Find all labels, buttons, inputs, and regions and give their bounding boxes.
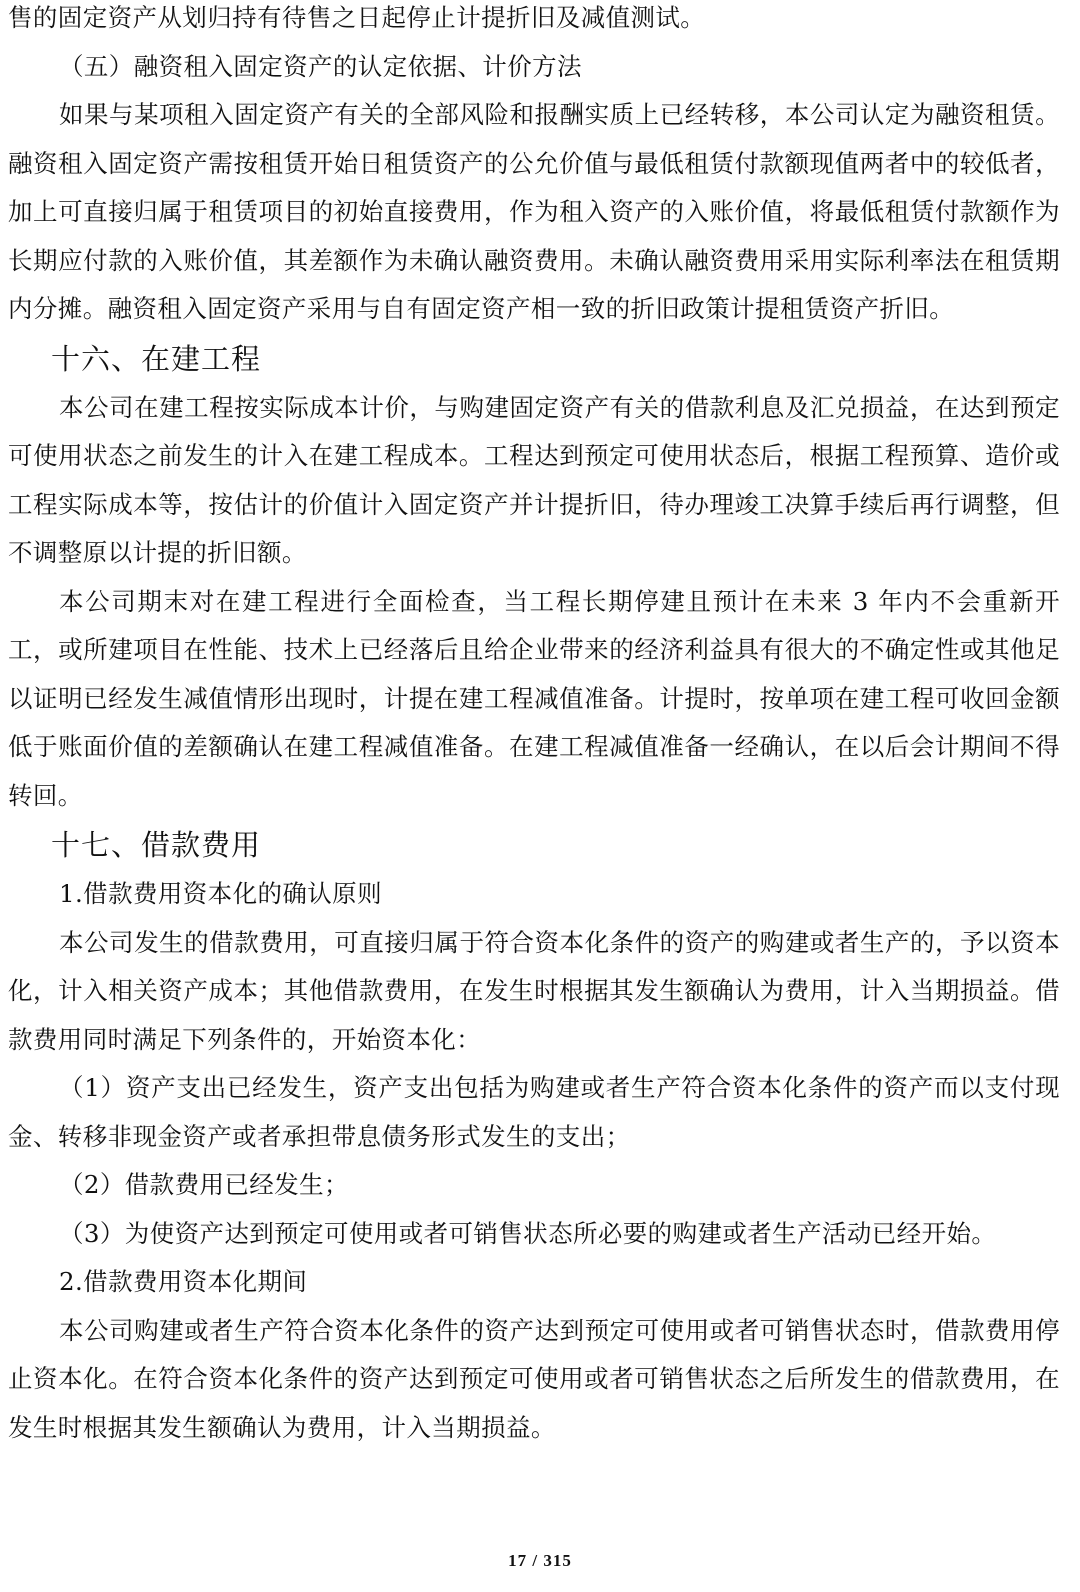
- list-item-condition-3: （3）为使资产达到预定可使用或者可销售状态所必要的购建或者生产活动已经开始。: [59, 1218, 997, 1248]
- list-item-condition-1: （1）资产支出已经发生，资产支出包括为购建或者生产符合资本化条件的资产而以支付现金、转移非现金资产或者承担带息债务形式发生的支出；: [8, 1073, 1060, 1151]
- subheading-finance-lease: （五）融资租入固定资产的认定依据、计价方法: [59, 51, 582, 81]
- paragraph-finance-lease: 如果与某项租入固定资产有关的全部风险和报酬实质上已经转移，本公司认定为融资租赁。融资租入固定资产需按租赁开始日租赁资产的公允价值与最低租赁付款额现值两者中的较低者，加上可直接归属于租赁项目的初始直接费用，作为租入资产的入账价值，将最低租赁付款额作为长期应付款的入账价值，其差额作为未确认融资费用。未确认融资费用采用实际利率法在租赁期内分摊。融资租入固定资产采用与自有固定资产相一致的折旧政策计提租赁资产折旧。: [8, 100, 1060, 323]
- paragraph-capitalization-principle: 本公司发生的借款费用，可直接归属于符合资本化条件的资产的购建或者生产的，予以资本化，计入相关资产成本；其他借款费用，在发生时根据其发生额确认为费用，计入当期损益。借款费用同时满足下列条件的，开始资本化：: [8, 927, 1060, 1054]
- list-item-condition-2: （2）借款费用已经发生；: [59, 1170, 349, 1199]
- paragraph-construction-cost: 本公司在建工程按实际成本计价，与购建固定资产有关的借款利息及汇兑损益，在达到预定可使用状态之前发生的计入在建工程成本。工程达到预定可使用状态后，根据工程预算、造价或工程实际成本等，按估计的价值计入固定资产并计提折旧，待办理竣工决算手续后再行调整，但不调整原以计提的折旧额。: [8, 392, 1060, 567]
- section-heading-construction-in-progress: 十六、在建工程: [51, 341, 262, 376]
- paragraph-capitalization-period: 本公司购建或者生产符合资本化条件的资产达到预定可使用或者可销售状态时，借款费用停止资本化。在符合资本化条件的资产达到预定可使用或者可销售状态之后所发生的借款费用，在发生时根据其发生额确认为费用，计入当期损益。: [8, 1315, 1060, 1442]
- document-body: [8, 0, 1060, 1452]
- subheading-capitalization-principle: 1.借款费用资本化的确认原则: [59, 879, 382, 908]
- section-heading-borrowing-costs: 十七、借款费用: [51, 828, 262, 862]
- page-number: 17 / 315: [508, 1551, 572, 1570]
- paragraph-construction-impairment: 本公司期末对在建工程进行全面检查，当工程长期停建且预计在未来 3 年内不会重新开工，或所建项目在性能、技术上已经落后且给企业带来的经济利益具有很大的不确定性或其他足以证明已经发生减值情形出现时，计提在建工程减值准备。计提时，按单项在建工程可收回金额低于账面价值的差额确认在建工程减值准备。在建工程减值准备一经确认，在以后会计期间不得转回。: [8, 586, 1060, 810]
- paragraph-continuation: 售的固定资产从划归持有待售之日起停止计提折旧及减值测试。: [8, 3, 706, 32]
- subheading-capitalization-period: 2.借款费用资本化期间: [59, 1267, 308, 1296]
